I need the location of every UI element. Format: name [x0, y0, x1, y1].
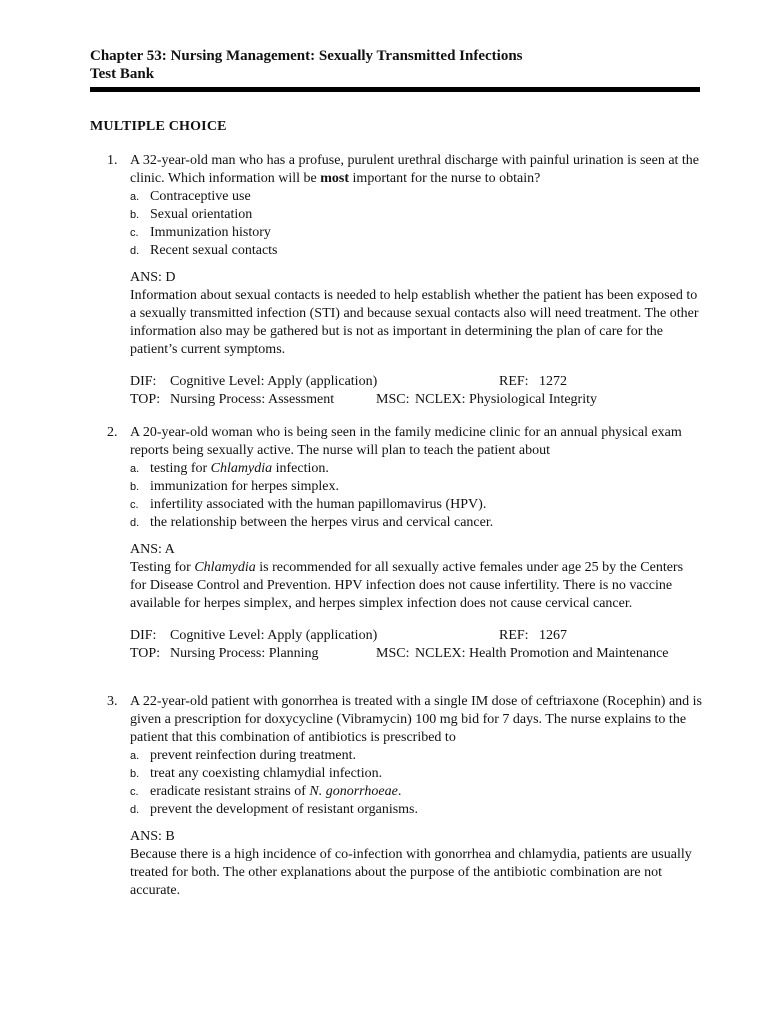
rationale: Testing for Chlamydia is recommended for all sexually active females under age 25 by the Centers for Disease Control and Prevention. HPV infection does not cause infertility. There is no vaccine available for herpes simplex, and herpes simplex infection does not cause cervical cancer.	[130, 560, 684, 611]
ref-value: 1267	[539, 628, 567, 643]
option-text: prevent reinfection during treatment.	[150, 748, 357, 763]
question-stem: A 20-year-old woman who is being seen in the family medicine clinic for an annual physical exam reports being sexually active. The nurse will plan to teach the patient about	[130, 425, 682, 458]
option-text: immunization for herpes simplex.	[150, 479, 339, 494]
question-number: 2.	[107, 425, 118, 440]
chapter-title: Chapter 53: Nursing Management: Sexually Transmitted Infections	[90, 48, 523, 64]
msc-value: NCLEX: Physiological Integrity	[415, 392, 597, 407]
italic-term: Chlamydia	[210, 461, 273, 476]
question-3	[107, 693, 702, 900]
option-letter: b.	[130, 768, 140, 780]
header-rule	[90, 87, 700, 92]
option-b	[130, 206, 702, 224]
answer-options	[130, 188, 702, 260]
dif-label: DIF:	[130, 628, 157, 643]
answer-options	[130, 747, 702, 819]
italic-term: Chlamydia	[194, 560, 256, 575]
option-letter: d.	[130, 804, 140, 816]
question-2	[107, 424, 702, 663]
option-letter: c.	[130, 227, 139, 239]
option-letter: c.	[130, 499, 139, 511]
option-b	[130, 478, 702, 496]
rationale: Information about sexual contacts is needed to help establish whether the patient has been exposed to a sexually transmitted infection (STI) and because sexual contacts also will need treatment. The other information also may be gathered but is not as important in determining the plan of care for the patient’s current symptoms.	[130, 288, 699, 357]
top-value: Nursing Process: Planning	[170, 646, 319, 661]
ref-label: REF:	[499, 628, 529, 643]
option-b	[130, 765, 702, 783]
question-stem: A 22-year-old patient with gonorrhea is treated with a single IM dose of ceftriaxone (Rocephin) and is given a prescription for doxycycline (Vibramycin) 100 mg bid for 7 days. The nurse explains to the patient that this combination of antibiotics is prescribed to	[130, 694, 702, 745]
ref-value: 1272	[539, 374, 567, 389]
option-d	[130, 242, 702, 260]
document-header	[90, 47, 700, 92]
dif-value: Cognitive Level: Apply (application)	[170, 374, 378, 389]
dif-value: Cognitive Level: Apply (application)	[170, 628, 378, 643]
dif-label: DIF:	[130, 374, 157, 389]
option-text: Contraceptive use	[150, 189, 251, 204]
msc-label: MSC:	[376, 392, 410, 407]
option-letter: a.	[130, 463, 140, 475]
question-metadata	[130, 627, 702, 663]
option-letter: d.	[130, 245, 140, 257]
option-text: infertility associated with the human papillomavirus (HPV).	[150, 497, 487, 512]
top-label: TOP:	[130, 646, 161, 661]
top-label: TOP:	[130, 392, 161, 407]
option-text: Immunization history	[150, 225, 271, 240]
msc-value: NCLEX: Health Promotion and Maintenance	[415, 646, 669, 661]
option-text: Recent sexual contacts	[150, 243, 278, 258]
top-value: Nursing Process: Assessment	[170, 392, 335, 407]
option-text: eradicate resistant strains of N. gonorrhoeae.	[150, 784, 402, 799]
question-number: 1.	[107, 153, 118, 168]
option-letter: a.	[130, 191, 140, 203]
question-1	[107, 152, 702, 409]
option-a	[130, 460, 702, 478]
option-letter: b.	[130, 209, 140, 221]
question-number: 3.	[107, 694, 118, 709]
option-c	[130, 496, 702, 514]
emphasized-word: most	[320, 171, 350, 186]
option-c	[130, 783, 702, 801]
italic-term: N. gonorrhoeae	[309, 784, 398, 799]
answer-key: ANS: B	[130, 829, 175, 844]
option-letter: c.	[130, 786, 139, 798]
answer-key: ANS: D	[130, 270, 176, 285]
option-letter: d.	[130, 517, 140, 529]
section-heading: MULTIPLE CHOICE	[90, 119, 227, 134]
option-letter: a.	[130, 750, 140, 762]
question-stem: A 32-year-old man who has a profuse, purulent urethral discharge with painful urination is seen at the clinic. Which information will be most important for the nurse to obtain?	[130, 153, 700, 186]
option-d	[130, 514, 702, 532]
option-text: treat any coexisting chlamydial infection.	[150, 766, 383, 781]
option-text: Sexual orientation	[150, 207, 253, 222]
ref-label: REF:	[499, 374, 529, 389]
option-text: the relationship between the herpes virus and cervical cancer.	[150, 515, 494, 530]
option-d	[130, 801, 702, 819]
answer-key: ANS: A	[130, 542, 175, 557]
rationale: Because there is a high incidence of co-infection with gonorrhea and chlamydia, patients are usually treated for both. The other explanations about the purpose of the antibiotic combination are not accurate.	[130, 847, 692, 898]
option-letter: b.	[130, 481, 140, 493]
document-subtitle: Test Bank	[90, 66, 155, 82]
option-a	[130, 747, 702, 765]
answer-options	[130, 460, 702, 532]
question-metadata	[130, 373, 702, 409]
option-a	[130, 188, 702, 206]
option-text: testing for Chlamydia infection.	[150, 461, 329, 476]
option-text: prevent the development of resistant organisms.	[150, 802, 419, 817]
option-c	[130, 224, 702, 242]
msc-label: MSC:	[376, 646, 410, 661]
